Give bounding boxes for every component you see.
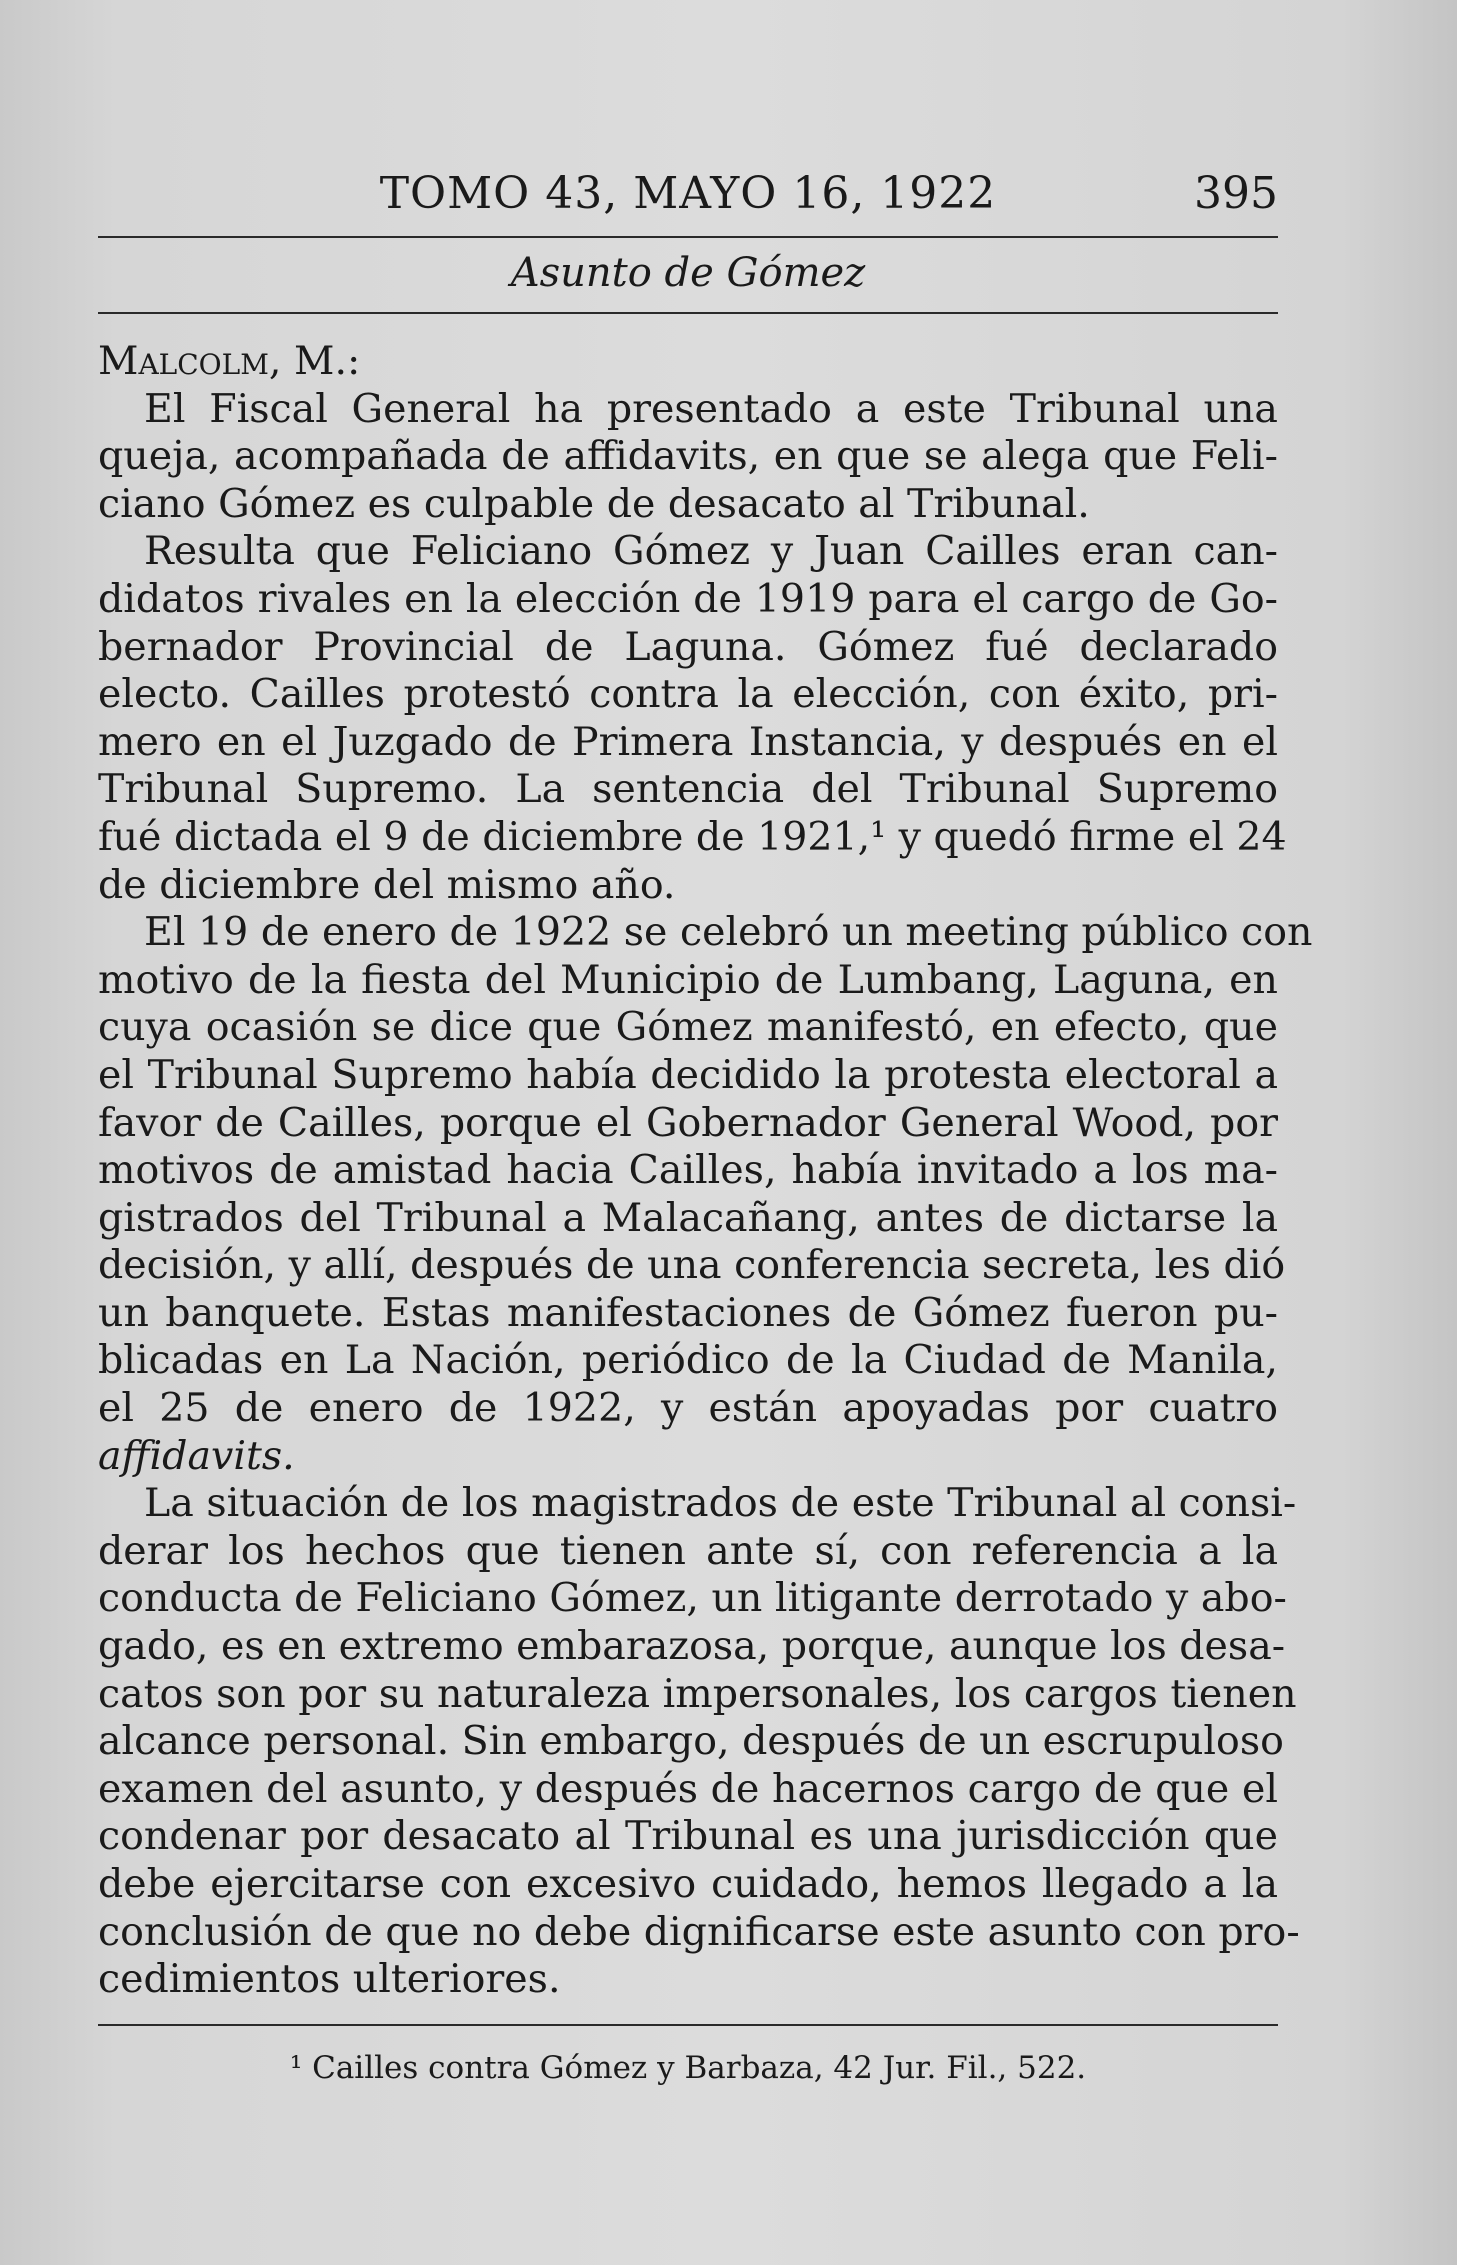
footnote-rule xyxy=(98,2024,1278,2026)
text-line: debe ejercitarse con excesivo cuidado, hemos llegado a la xyxy=(98,1861,1278,1907)
running-title: Asunto de Gómez xyxy=(510,250,866,296)
text-line: el 25 de enero de 1922, y están apoyadas por cuatro xyxy=(98,1385,1278,1432)
header-rule-bottom xyxy=(98,312,1278,314)
text-line: cedimientos ulteriores. xyxy=(98,1956,561,2003)
text-line: conducta de Feliciano Gómez, un litigante derrotado y abo- xyxy=(98,1575,1287,1622)
text-line: didatos rivales en la elección de 1919 para el cargo de Go- xyxy=(98,575,1278,622)
text-line: La situación de los magistrados de este Tribunal al consi- xyxy=(144,1480,1297,1527)
text-line: de diciembre del mismo año. xyxy=(98,861,676,908)
author-line xyxy=(98,338,1278,386)
header-rule-top xyxy=(98,236,1278,238)
text-line: favor de Cailles, porque el Gobernador General Wood, por xyxy=(98,1099,1278,1146)
text-line: electo. Cailles protestó contra la elección, con éxito, pri- xyxy=(98,671,1278,718)
paragraph-1 xyxy=(98,386,1278,529)
text-line: mero en el Juzgado de Primera Instancia, y después en el xyxy=(98,718,1278,765)
author-name: Malcolm, M.: xyxy=(98,338,361,384)
text-line: Resulta que Feliciano Gómez y Juan Cailles eran can- xyxy=(144,528,1278,575)
text-line: gistrados del Tribunal a Malacañang, antes de dictarse la xyxy=(98,1194,1278,1241)
text-line: conclusión de que no debe dignificarse este asunto con pro- xyxy=(98,1908,1300,1955)
text-line: El 19 de enero de 1922 se celebró un meeting público con xyxy=(144,909,1313,956)
volume-date-heading: TOMO 43, MAYO 16, 1922 xyxy=(379,168,997,219)
text-line: cuya ocasión se dice que Gómez manifestó, en efecto, que xyxy=(98,1004,1278,1051)
text-line: derar los hechos que tienen ante sí, con referencia a la xyxy=(98,1527,1278,1574)
text-line: queja, acompañada de affidavits, en que se alega que Feli- xyxy=(98,433,1278,480)
text-line: bernador Provincial de Laguna. Gómez fué declarado xyxy=(98,623,1278,670)
text-line: motivos de amistad hacia Cailles, había invitado a los ma- xyxy=(98,1147,1278,1194)
text-line: El Fiscal General ha presentado a este Tribunal una xyxy=(144,385,1278,432)
text-line: motivo de la fiesta del Municipio de Lumbang, Laguna, en xyxy=(98,956,1278,1003)
text-line: el Tribunal Supremo había decidido la protesta electoral a xyxy=(98,1051,1278,1098)
paragraph-4 xyxy=(98,1480,1300,2004)
paragraph-2 xyxy=(98,528,1287,909)
text-line: ciano Gómez es culpable de desacato al Tribunal. xyxy=(98,480,1090,527)
text-line: condenar por desacato al Tribunal es una jurisdicción que xyxy=(98,1813,1278,1860)
text-line: gado, es en extremo embarazosa, porque, aunque los desa- xyxy=(98,1623,1286,1670)
text-line: alcance personal. Sin embargo, después de un escrupuloso xyxy=(98,1718,1284,1765)
footnote: ¹ Cailles contra Gómez y Barbaza, 42 Jur. Fil., 522. xyxy=(289,2050,1087,2086)
text-line: catos son por su naturaleza impersonales, los cargos tienen xyxy=(98,1670,1297,1717)
text-line: examen del asunto, y después de hacernos cargo de que el xyxy=(98,1765,1278,1812)
page-number: 395 xyxy=(1194,168,1278,219)
paragraph-3 xyxy=(98,909,1313,1480)
opinion-body xyxy=(98,338,1313,2004)
text-line: blicadas en La Nación, periódico de la Ciudad de Manila, xyxy=(98,1337,1278,1384)
text-line: decisión, y allí, después de una conferencia secreta, les dió xyxy=(98,1242,1286,1289)
page-header xyxy=(98,168,1278,228)
text-line: fué dictada el 9 de diciembre de 1921,¹ y quedó firme el 24 xyxy=(98,813,1287,860)
text-line: un banquete. Estas manifestaciones de Gómez fueron pu- xyxy=(98,1289,1278,1336)
text-line: Tribunal Supremo. La sentencia del Tribunal Supremo xyxy=(98,766,1278,813)
text-line: affidavits. xyxy=(98,1432,295,1479)
